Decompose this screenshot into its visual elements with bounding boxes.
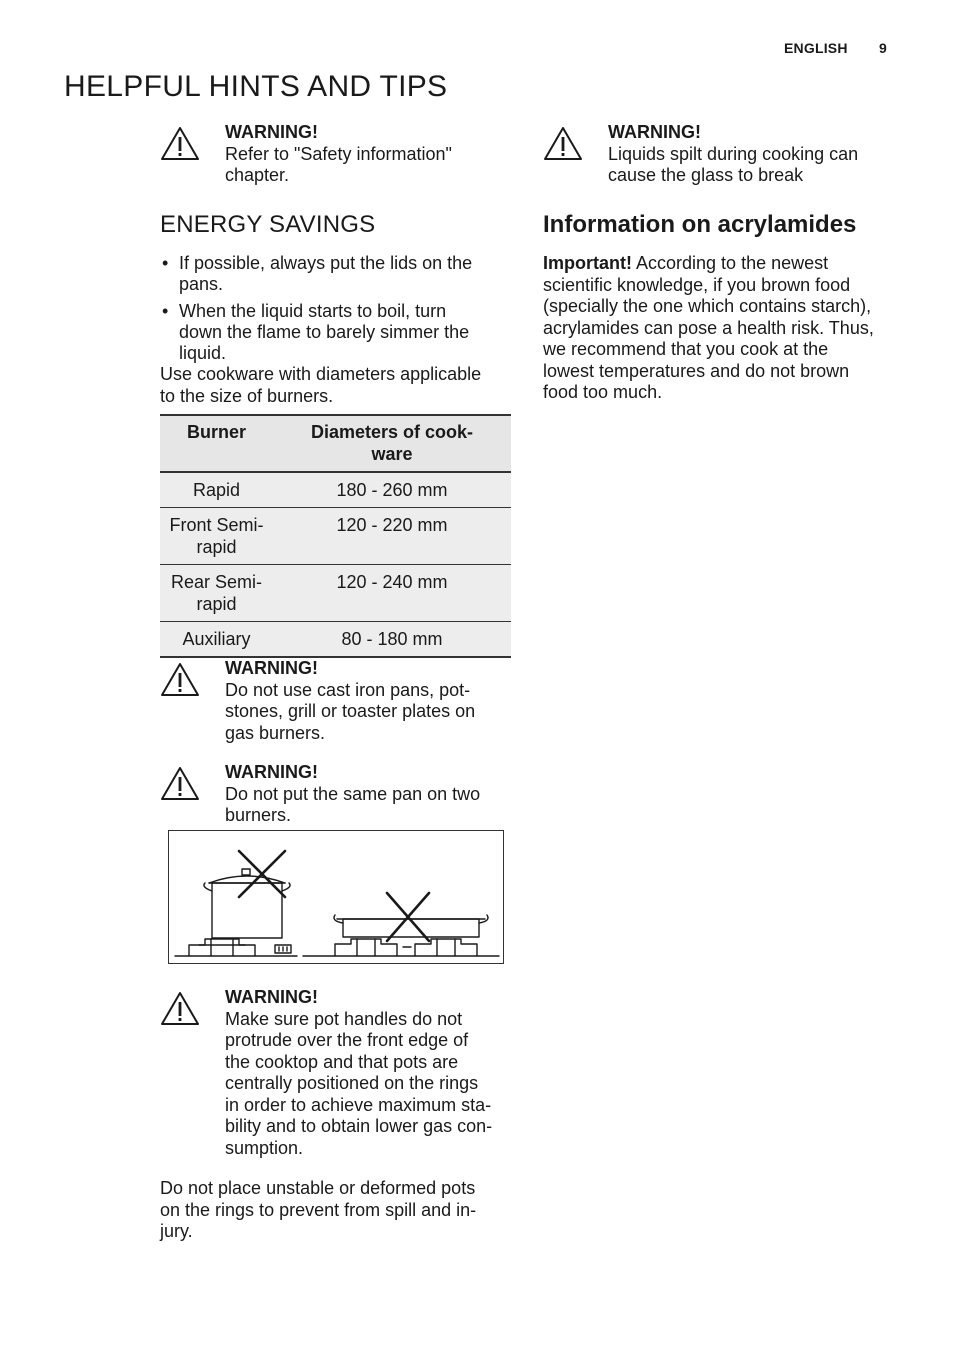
warning-same-pan — [160, 766, 200, 807]
warning-line: gas burners. — [225, 722, 326, 743]
pan-on-burners-icon — [169, 831, 503, 963]
energy-savings-title: ENERGY SAVINGS — [160, 211, 376, 238]
table-cell: Rapid — [160, 472, 273, 508]
warning-line: in order to achieve maximum sta- — [225, 1094, 492, 1115]
warning-handles-text — [225, 987, 520, 1159]
page-title: HELPFUL HINTS AND TIPS — [64, 70, 448, 103]
table-cell: Front Semi- rapid — [160, 508, 273, 565]
warning-line: bility and to obtain lower gas con- — [225, 1116, 493, 1136]
warning-heading: WARNING! — [225, 762, 318, 782]
warning-cast-iron-text — [225, 658, 515, 744]
warning-line: protrude over the front edge of — [225, 1030, 469, 1050]
warning-heading: WARNING! — [608, 122, 701, 142]
warning-triangle-icon — [160, 126, 200, 162]
list-item — [160, 253, 510, 295]
note-line: Use cookware with diameters applicable — [160, 364, 482, 384]
table-cell: Auxiliary — [160, 622, 273, 658]
paragraph-line — [543, 253, 893, 275]
warning-same-pan-text — [225, 762, 515, 827]
unstable-pots-note — [160, 1178, 510, 1243]
paragraph-line: scientific knowledge, if you brown food — [543, 274, 851, 295]
table-row — [160, 565, 511, 622]
warning-triangle-icon — [160, 766, 200, 802]
paragraph-line: (specially the one which contains starch), — [543, 296, 872, 316]
warning-line: cause the glass to break — [608, 165, 804, 185]
list-item-line: liquid. — [179, 343, 227, 363]
warning-safety-text — [225, 122, 515, 187]
list-item-line: pans. — [179, 274, 224, 294]
warning-line: Do not put the same pan on two — [225, 783, 481, 804]
warning-line: the cooktop and that pots are — [225, 1051, 459, 1072]
warning-heading: WARNING! — [225, 658, 318, 678]
warning-line: stones, grill or toaster plates on — [225, 701, 476, 721]
acrylamides-body — [543, 253, 893, 404]
header-language: ENGLISH — [784, 40, 848, 56]
table-header-row — [160, 415, 511, 472]
warning-line: Do not use cast iron pans, pot- — [225, 679, 471, 700]
table-row — [160, 472, 511, 508]
table-cell: Rear Semi- rapid — [160, 565, 273, 622]
list-item-line: down the flame to barely simmer the — [179, 322, 470, 342]
column-header-burner: Burner — [160, 415, 273, 472]
note-line: to the size of burners. — [160, 385, 334, 406]
burner-diameter-table — [160, 414, 511, 658]
paragraph-line: we recommend that you cook at the — [543, 339, 829, 359]
energy-tips-list — [160, 253, 510, 370]
table-cell: 120 - 240 mm — [273, 565, 511, 622]
warning-line: Make sure pot handles do not — [225, 1008, 463, 1029]
list-item-line: • When the liquid starts to boil, turn — [179, 301, 447, 321]
warning-glass — [543, 126, 583, 167]
warning-line: chapter. — [225, 165, 290, 185]
warning-line: Refer to "Safety information" — [225, 143, 452, 164]
paragraph-text: According to the newest — [632, 253, 829, 273]
table-cell: 180 - 260 mm — [273, 472, 511, 508]
note-line: jury. — [160, 1221, 193, 1241]
column-header-diameters: Diameters of cook- ware — [273, 415, 511, 472]
warning-heading: WARNING! — [225, 122, 318, 142]
warning-heading: WARNING! — [225, 987, 318, 1007]
warning-safety — [160, 126, 200, 167]
warning-line: sumption. — [225, 1137, 304, 1158]
incorrect-pan-placement-illustration — [168, 830, 504, 964]
paragraph-line: food too much. — [543, 382, 663, 402]
warning-line: centrally positioned on the rings — [225, 1073, 479, 1093]
table-cell: 120 - 220 mm — [273, 508, 511, 565]
warning-triangle-icon — [160, 991, 200, 1027]
table-row — [160, 508, 511, 565]
warning-triangle-icon — [160, 662, 200, 698]
warning-handles — [160, 991, 200, 1032]
acrylamides-title: Information on acrylamides — [543, 211, 857, 238]
page-number: 9 — [879, 40, 887, 56]
paragraph-line: acrylamides can pose a health risk. Thus, — [543, 317, 874, 338]
paragraph-line: lowest temperatures and do not brown — [543, 360, 850, 381]
warning-glass-text — [608, 122, 908, 187]
list-item — [160, 301, 510, 364]
note-line: Do not place unstable or deformed pots — [160, 1178, 476, 1198]
important-label: Important! — [543, 253, 632, 273]
warning-triangle-icon — [543, 126, 583, 162]
warning-line: burners. — [225, 805, 292, 825]
table-row — [160, 622, 511, 658]
warning-cast-iron — [160, 662, 200, 703]
cookware-note — [160, 364, 510, 407]
list-item-line: • If possible, always put the lids on the — [179, 253, 473, 273]
note-line: on the rings to prevent from spill and in- — [160, 1199, 477, 1220]
warning-line: Liquids spilt during cooking can — [608, 143, 859, 164]
table-cell: 80 - 180 mm — [273, 622, 511, 658]
